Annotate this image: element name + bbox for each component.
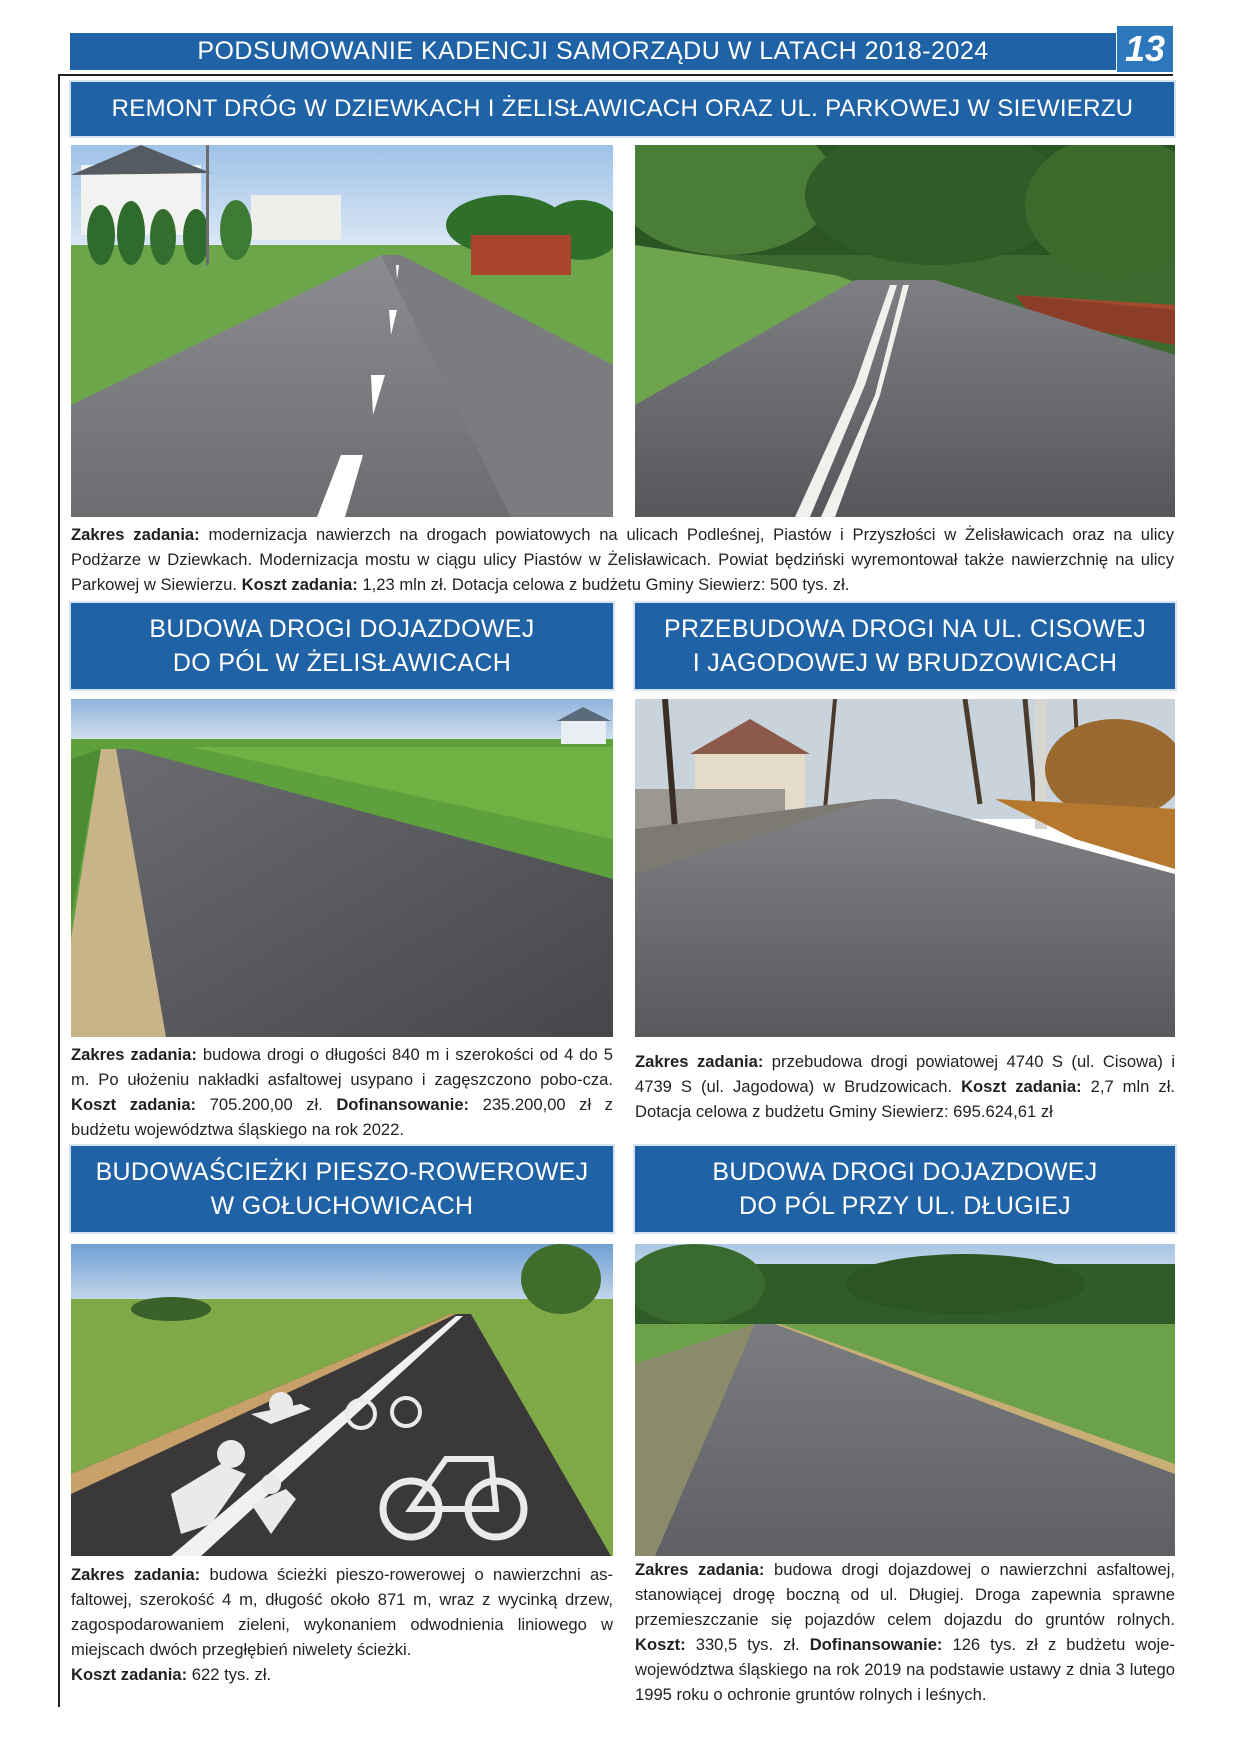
label-scope: Zakres zadania: xyxy=(71,1045,197,1064)
section-title-line-2: I JAGODOWEJ W BRUDZOWICACH xyxy=(692,649,1118,677)
section-title-cisowa-jagodowa xyxy=(635,603,1175,689)
section-title-text: REMONT DRÓG W DZIEWKACH I ŻELISŁAWICACH ORAZ UL. PARKOWEJ W SIEWIERZU xyxy=(111,95,1134,122)
photo-road-brudzowice xyxy=(635,699,1175,1037)
photo-field-road-dluga xyxy=(635,1244,1175,1556)
section-title-line-2: W GOŁUCHOWICACH xyxy=(210,1192,474,1220)
label-cost: Koszt zadania: xyxy=(71,1665,188,1684)
label-cofinancing: Dofinansowanie: xyxy=(336,1095,470,1114)
text-cofinancing: 126 tys. zł z budżetu woje-województwa śląskiego na rok 2019 na podstawie ustawy z dnia 3 lutego 1995 roku o ochronie gruntów rolnych i leśnych. xyxy=(635,1635,1175,1704)
label-scope: Zakres zadania: xyxy=(635,1560,765,1579)
label-cost: Koszt: xyxy=(635,1635,686,1654)
label-scope: Zakres zadania: xyxy=(71,525,200,544)
photo-road-dziewki xyxy=(71,145,613,517)
section-title-line-2: DO PÓL PRZY UL. DŁUGIEJ xyxy=(739,1192,1071,1220)
label-scope: Zakres zadania: xyxy=(635,1052,764,1071)
text-scope: budowa drogi o długości 840 m i szerokości od 4 do 5 m. Po ułożeniu nakładki asfaltowej usypano i zagęszczono pobo-cza. xyxy=(71,1045,613,1089)
description-cisowa-jagodowa xyxy=(635,1049,1175,1124)
photo-field-road-zelislawice xyxy=(71,699,613,1037)
text-cost: 2,7 mln zł. Dotacja celowa z budżetu Gminy Siewierz: 695.624,61 zł xyxy=(635,1077,1175,1121)
description-field-road-zelislawice xyxy=(71,1042,613,1142)
section-title-road-repair xyxy=(71,82,1174,136)
text-cost: 330,5 tys. zł. xyxy=(685,1635,810,1654)
section-title-field-road-zelislawice xyxy=(71,603,613,689)
section-title-line-1: BUDOWA DROGI DOJAZDOWEJ xyxy=(712,1158,1098,1186)
label-cost: Koszt zadania: xyxy=(71,1095,197,1114)
label-cost: Koszt zadania: xyxy=(961,1077,1082,1096)
section-title-bike-path-goluchowice xyxy=(71,1146,613,1232)
photo-road-parkowa xyxy=(635,145,1175,517)
text-scope: modernizacja nawierzch na drogach powiatowych na ulicach Podleśnej, Piastów i Przyszłości w Żelisławicach oraz na ulicy Podżarze w Dziewkach. Modernizacja mostu w ciągu ulicy Piastów w Żelisławicach. Powiat będziński wyremontował także nawierzchnię na ulicy Parkowej w Siewierzu. xyxy=(71,525,1174,594)
text-cost: 1,23 mln zł. Dotacja celowa z budżetu Gminy Siewierz: 500 tys. zł. xyxy=(357,575,850,594)
document-header-title: PODSUMOWANIE KADENCJI SAMORZĄDU W LATACH 2018-2024 xyxy=(70,33,1116,70)
section-title-line-2: DO PÓL W ŻELISŁAWICACH xyxy=(172,649,512,677)
section-title-field-road-dluga xyxy=(635,1146,1175,1232)
label-cofinancing: Dofinansowanie: xyxy=(809,1635,943,1654)
photo-bike-path xyxy=(71,1244,613,1556)
label-cost: Koszt zadania: xyxy=(241,575,358,594)
text-scope: przebudowa drogi powiatowej 4740 S (ul. Cisowa) i 4739 S (ul. Jagodowa) w Brudzowicach. xyxy=(635,1052,1176,1096)
section-title-line-1: BUDOWA DROGI DOJAZDOWEJ xyxy=(149,615,535,643)
description-bike-path xyxy=(71,1562,613,1687)
text-cost: 705.200,00 zł. xyxy=(196,1095,337,1114)
text-scope: budowa ścieżki pieszo-rowerowej o nawierzchni as-faltowej, szerokość 4 m, długość około 871 m, wraz z wycinką drzew, zagospodarowaniem zieleni, wykonaniem odwodnienia liniowego w miejscach dwóch przegłębień niwelety ścieżki. xyxy=(71,1565,614,1659)
horizontal-rule xyxy=(58,74,1173,76)
text-cost: 622 tys. zł. xyxy=(187,1665,272,1684)
description-field-road-dluga xyxy=(635,1557,1175,1707)
text-cofinancing: 235.200,00 zł z budżetu województwa śląskiego na rok 2022. xyxy=(71,1095,613,1139)
vertical-rule xyxy=(58,74,60,1707)
description-road-repair xyxy=(71,522,1174,597)
label-scope: Zakres zadania: xyxy=(71,1565,201,1584)
text-scope: budowa drogi dojazdowej o nawierzchni asfaltowej, stanowiącej drogę boczną od ul. Długiej. Droga zapewnia sprawne przemieszczanie się pojazdów celem dojazdu do gruntów rolnych. xyxy=(635,1560,1175,1629)
section-title-line-1: PRZEBUDOWA DROGI NA UL. CISOWEJ xyxy=(663,615,1147,643)
page-number: 13 xyxy=(1117,26,1173,72)
section-title-line-1: BUDOWAŚCIEŻKI PIESZO-ROWEROWEJ xyxy=(95,1158,589,1186)
